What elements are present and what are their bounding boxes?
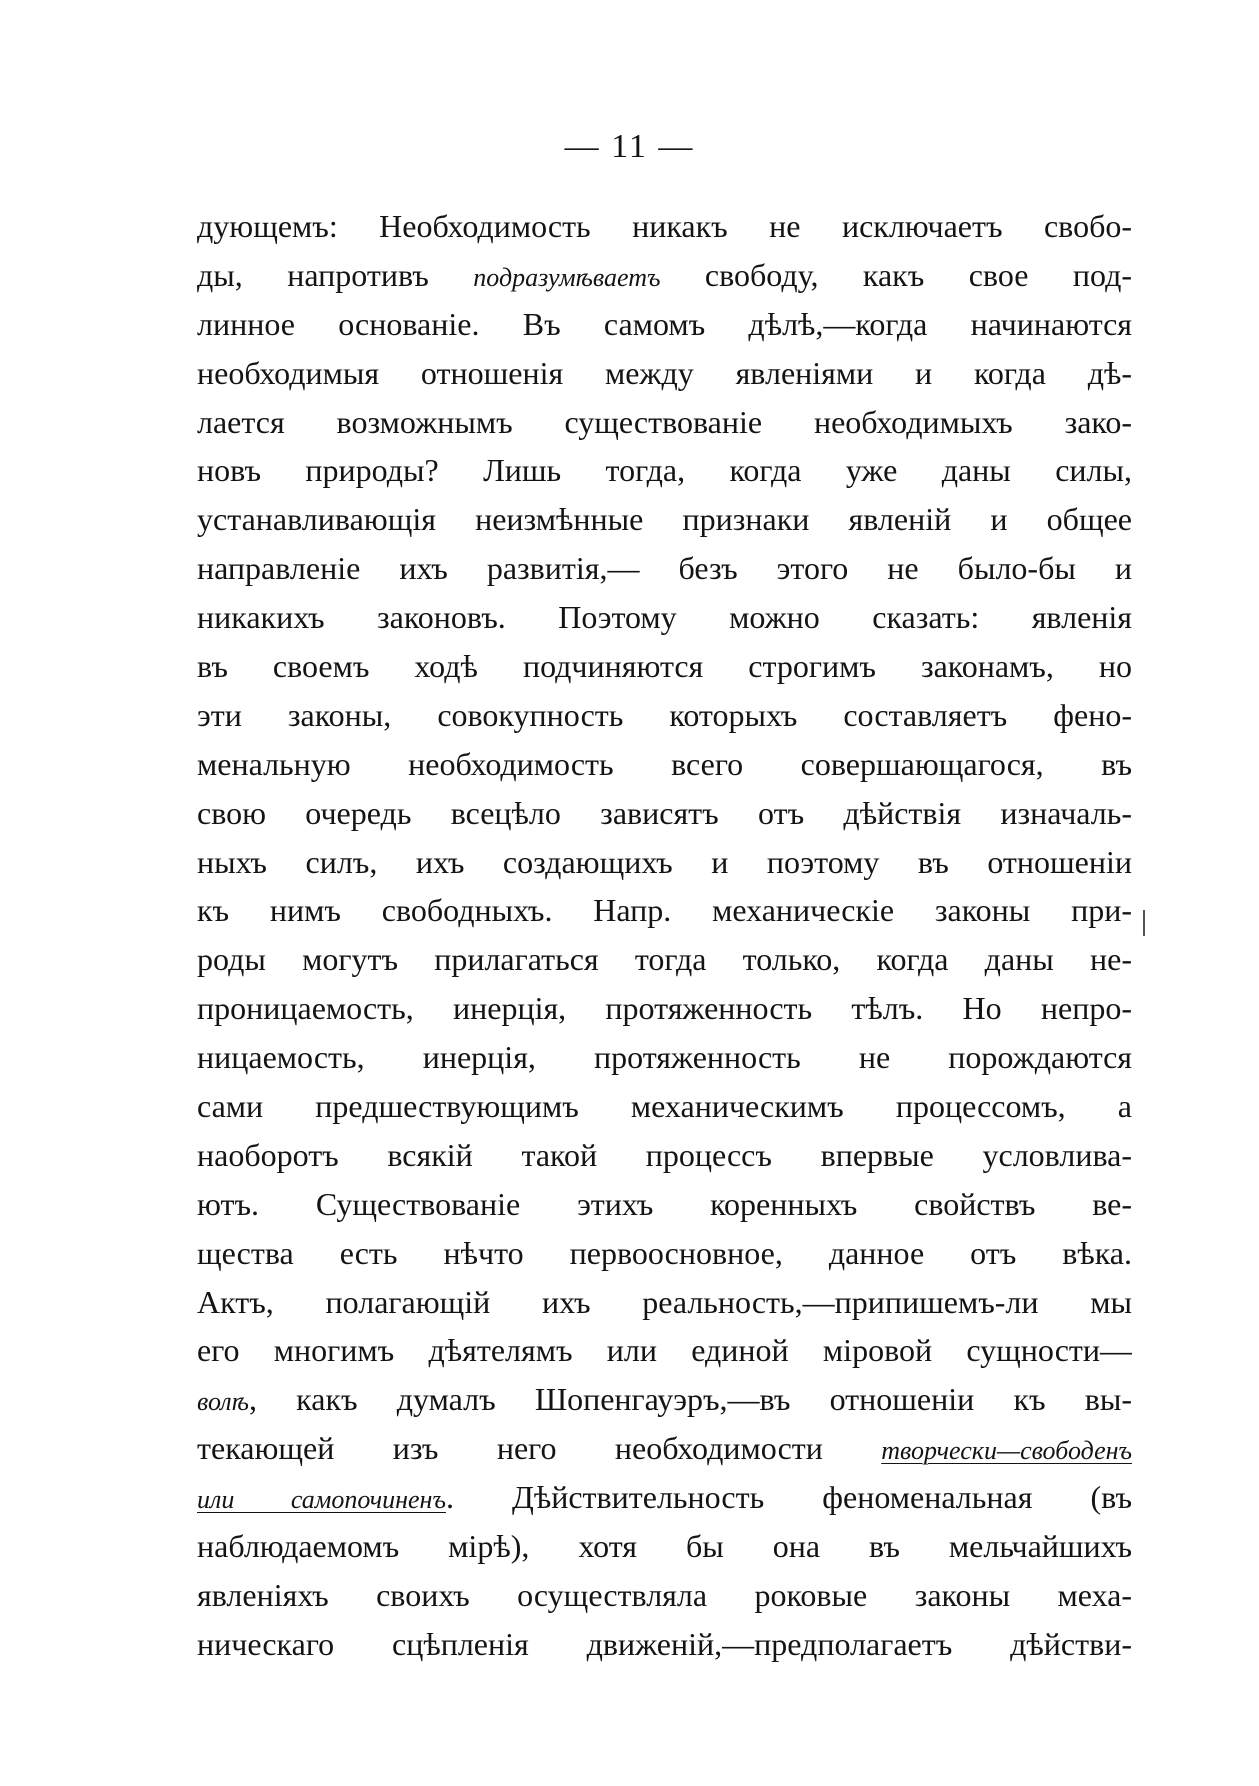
body-text (197, 202, 1132, 1669)
text-run: ническаго сцѣпленія движеній,—предполагаетъ дѣйстви- (197, 1625, 1132, 1662)
text-run: наоборотъ всякій такой процессъ впервые условлива- (197, 1136, 1132, 1173)
text-run: никакихъ законовъ. Поэтому можно сказать: явленія (197, 599, 1132, 636)
text-line-content (197, 550, 1132, 586)
text-line-content (197, 1284, 1132, 1320)
text-line (197, 1180, 1132, 1229)
text-run: свободу, какъ свое под- (660, 256, 1132, 293)
text-run: менальную необходимость всего совершающагося, въ (197, 745, 1132, 782)
underlined-italic-run: творчески—свободенъ (881, 1436, 1132, 1466)
text-run: ныхъ силъ, ихъ создающихъ и поэтому въ отношеніи (197, 843, 1132, 880)
margin-mark (1143, 910, 1145, 936)
text-run: ды, напротивъ (197, 256, 474, 293)
text-run: щества есть нѣчто первоосновное, данное отъ вѣка. (197, 1234, 1132, 1271)
text-line-content (197, 746, 1132, 782)
text-line-content (197, 1235, 1132, 1271)
text-line-content (197, 208, 1132, 244)
text-run: ницаемость, инерція, протяженность не порождаются (197, 1039, 1132, 1076)
text-line-content (197, 844, 1132, 880)
text-run: направленіе ихъ развитія,— безъ этого не было-бы и (197, 550, 1132, 587)
page-number: — 11 — (564, 128, 695, 165)
text-line (197, 1620, 1132, 1669)
text-line-content (197, 1479, 1132, 1515)
text-run: наблюдаемомъ мірѣ), хотя бы она въ мельчайшихъ (197, 1528, 1132, 1565)
text-line-content (197, 1137, 1132, 1173)
text-line-content (197, 941, 1132, 977)
text-line-content (197, 892, 1132, 928)
text-line (197, 202, 1132, 251)
text-line (197, 1473, 1132, 1522)
text-line (197, 886, 1132, 935)
text-line (197, 495, 1132, 544)
text-line (197, 1571, 1132, 1620)
text-line-content (197, 648, 1132, 684)
text-line (197, 642, 1132, 691)
text-line-content (197, 1381, 1132, 1417)
text-run: Актъ, полагающій ихъ реальность,—припишемъ-ли мы (197, 1283, 1132, 1320)
text-line-content (197, 697, 1132, 733)
text-line-content (197, 599, 1132, 635)
text-line (197, 1375, 1132, 1424)
text-line-content (197, 501, 1132, 537)
text-line (197, 1131, 1132, 1180)
text-run: къ нимъ свободныхъ. Напр. механическіе законы при- (197, 892, 1132, 929)
text-line-content (197, 1626, 1132, 1662)
text-line (197, 300, 1132, 349)
text-run: лается возможнымъ существованіе необходимыхъ зако- (197, 403, 1132, 440)
text-line-content (197, 990, 1132, 1026)
text-line-content (197, 1528, 1132, 1564)
text-line-content (197, 306, 1132, 342)
italic-run: волѣ (197, 1387, 249, 1417)
text-run: роды могутъ прилагаться тогда только, когда даны не- (197, 941, 1132, 978)
italic-run: подразумѣваетъ (473, 262, 661, 292)
text-line (197, 1522, 1132, 1571)
text-line (197, 349, 1132, 398)
text-run: явленіяхъ своихъ осуществляла роковые законы меха- (197, 1576, 1132, 1613)
underlined-italic-run: или самопочиненъ (197, 1485, 446, 1515)
text-line-content (197, 1088, 1132, 1124)
text-line-content (197, 1577, 1132, 1613)
text-run: эти законы, совокупность которыхъ составляетъ фено- (197, 696, 1132, 733)
text-line (197, 398, 1132, 447)
text-run: текающей изъ него необходимости (197, 1430, 882, 1467)
text-line (197, 740, 1132, 789)
text-line-content (197, 1430, 1132, 1466)
text-run: его многимъ дѣятелямъ или единой міровой сущности— (197, 1332, 1132, 1369)
text-line (197, 838, 1132, 887)
text-line (197, 691, 1132, 740)
text-line-content (197, 1039, 1132, 1075)
text-run: ютъ. Существованіе этихъ коренныхъ свойствъ ве- (197, 1185, 1132, 1222)
text-line (197, 984, 1132, 1033)
text-run: . Дѣйствительность феноменальная (въ (445, 1479, 1132, 1516)
text-line (197, 1229, 1132, 1278)
text-line (197, 789, 1132, 838)
text-line (197, 1424, 1132, 1473)
text-line (197, 1082, 1132, 1131)
text-line (197, 1033, 1132, 1082)
text-run: въ своемъ ходѣ подчиняются строгимъ законамъ, но (197, 648, 1132, 685)
text-line (197, 935, 1132, 984)
text-run: необходимыя отношенія между явленіями и когда дѣ- (197, 354, 1132, 391)
text-run: проницаемость, инерція, протяженность тѣлъ. Но непро- (197, 990, 1132, 1027)
text-run: линное основаніе. Въ самомъ дѣлѣ,—когда начинаются (197, 305, 1132, 342)
text-line (197, 1326, 1132, 1375)
text-run: новъ природы? Лишь тогда, когда уже даны силы, (197, 452, 1132, 489)
text-line-content (197, 1332, 1132, 1368)
text-line (197, 251, 1132, 300)
text-line (197, 446, 1132, 495)
text-run: сами предшествующимъ механическимъ процессомъ, а (197, 1088, 1132, 1125)
text-line (197, 593, 1132, 642)
text-line-content (197, 1186, 1132, 1222)
text-line-content (197, 452, 1132, 488)
text-line (197, 544, 1132, 593)
text-line-content (197, 355, 1132, 391)
text-line-content (197, 404, 1132, 440)
text-line-content (197, 257, 1132, 293)
text-line (197, 1278, 1132, 1327)
text-run: устанавливающія неизмѣнные признаки явленій и общее (197, 501, 1132, 538)
text-line-content (197, 795, 1132, 831)
text-run: , какъ думалъ Шопенгауэръ,—въ отношеніи къ вы- (248, 1381, 1132, 1418)
text-run: дующемъ: Необходимость никакъ не исключаетъ свобо- (197, 208, 1132, 244)
text-run: свою очередь всецѣло зависятъ отъ дѣйствія изначаль- (197, 794, 1132, 831)
